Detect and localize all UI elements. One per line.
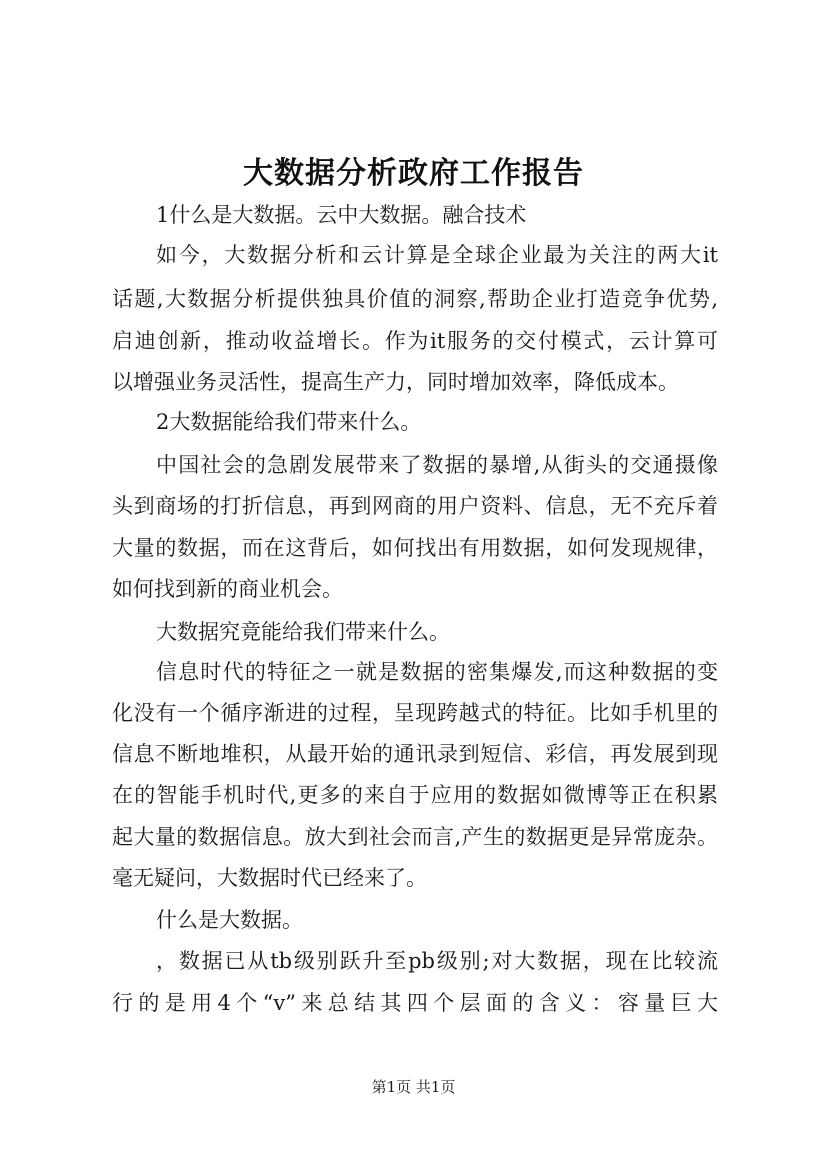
paragraph-4-line-2: 行的是用4个“v”来总结其四个层面的含义：容量巨大 <box>112 991 718 1015</box>
heading-what-big-data-brings: 2大数据能给我们带来什么。 <box>156 410 422 434</box>
paragraph-3-line-6: 毫无疑问，大数据时代已经来了。 <box>112 866 427 890</box>
paragraph-1-line-1: 如今，大数据分析和云计算是全球企业最为关注的两大it <box>156 243 718 267</box>
heading-what-big-data-actually-brings: 大数据究竟能给我们带来什么。 <box>156 620 450 644</box>
paragraph-2-line-3: 大量的数据，而在这背后，如何找出有用数据，如何发现规律， <box>112 536 718 560</box>
paragraph-4-line-1: ，数据已从tb级别跃升至pb级别;对大数据，现在比较流 <box>156 949 718 973</box>
document-title: 大数据分析政府工作报告 <box>243 156 584 191</box>
paragraph-3-line-3: 信息不断地堆积，从最开始的通讯录到短信、彩信，再发展到现 <box>112 742 718 766</box>
heading-what-is-big-data: 1什么是大数据。云中大数据。融合技术 <box>156 203 527 227</box>
heading-what-is-big-data-2: 什么是大数据。 <box>156 908 303 932</box>
paragraph-3-line-5: 起大量的数据信息。放大到社会而言,产生的数据更是异常庞杂。 <box>112 825 718 849</box>
paragraph-2-line-4: 如何找到新的商业机会。 <box>112 577 343 601</box>
paragraph-3-line-2: 化没有一个循序渐进的过程，呈现跨越式的特征。比如手机里的 <box>112 701 718 725</box>
paragraph-2-line-2: 头到商场的打折信息，再到网商的用户资料、信息，无不充斥着 <box>112 494 718 518</box>
paragraph-1-line-3: 启迪创新，推动收益增长。作为it服务的交付模式，云计算可 <box>112 329 718 353</box>
page-footer: 第1页 共1页 <box>371 1078 456 1096</box>
paragraph-1-line-4: 以增强业务灵活性，提高生产力，同时增加效率，降低成本。 <box>112 370 679 394</box>
paragraph-2-line-1: 中国社会的急剧发展带来了数据的暴增,从街头的交通摄像 <box>156 453 718 477</box>
paragraph-3-line-1: 信息时代的特征之一就是数据的密集爆发,而这种数据的变 <box>156 660 718 684</box>
paragraph-1-line-2: 话题,大数据分析提供独具价值的洞察,帮助企业打造竞争优势, <box>112 287 718 311</box>
paragraph-3-line-4: 在的智能手机时代,更多的来自于应用的数据如微博等正在积累 <box>112 783 718 807</box>
